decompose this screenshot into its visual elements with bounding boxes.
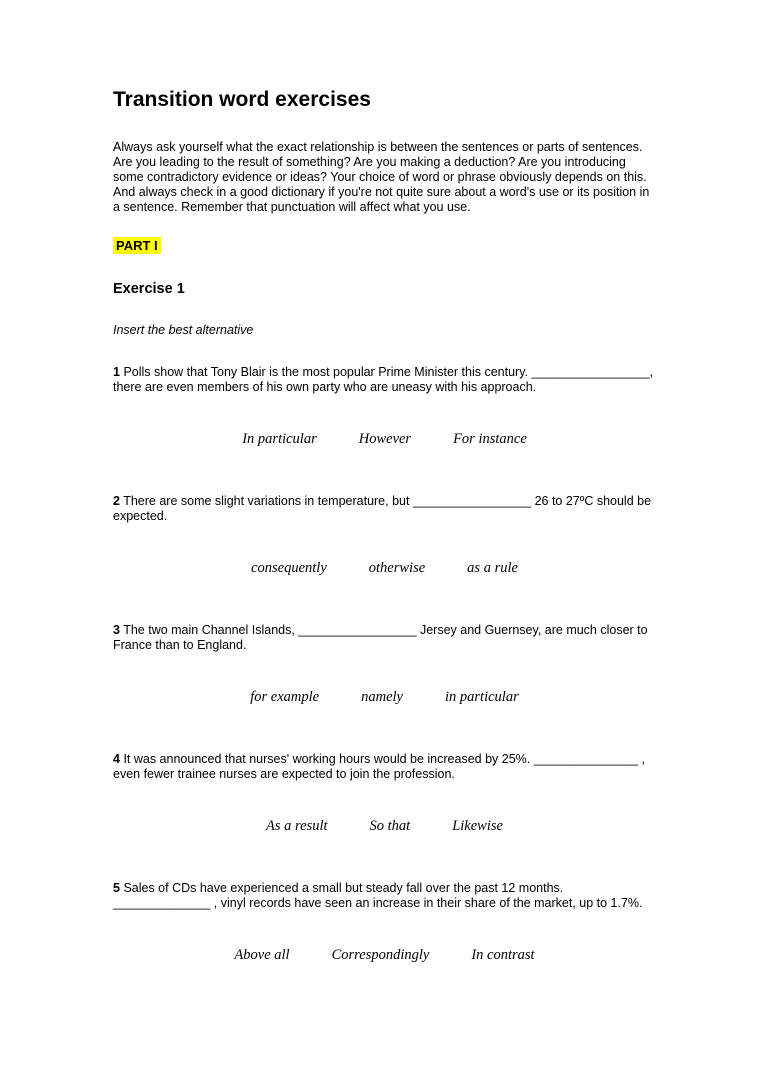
- option: Above all: [234, 947, 290, 963]
- exercise-heading: Exercise 1: [113, 281, 185, 297]
- page-title: Transition word exercises: [113, 88, 371, 111]
- question-3: [113, 623, 656, 706]
- question-number: 1: [113, 365, 120, 379]
- option: In particular: [242, 431, 317, 447]
- option: namely: [361, 689, 403, 705]
- intro-paragraph: Always ask yourself what the exact relationship is between the sentences or parts of sentences. Are you leading to the result of something? Are you making a deduction? Are you introducing some contradictory evidence or ideas? Your choice of word or phrase obviously depends on this. And always check in a good dictionary if you're not quite sure about a word's use or its position in a sentence. Remember that punctuation will affect what you use.: [113, 140, 650, 214]
- option: So that: [369, 818, 411, 834]
- question-text: [113, 752, 656, 782]
- option: In contrast: [471, 947, 535, 963]
- option: As a result: [266, 818, 328, 834]
- question-text: [113, 623, 656, 653]
- question-text: [113, 494, 656, 524]
- question-body: There are some slight variations in temperature, but _________________ 26 to 27ºC should be expected.: [113, 494, 652, 523]
- options-row: [113, 560, 656, 577]
- question-body: It was announced that nurses' working hours would be increased by 25%. _______________ , even fewer trainee nurses are expected to join the profession.: [113, 752, 645, 781]
- question-2: [113, 494, 656, 577]
- option: as a rule: [467, 560, 518, 576]
- question-4: [113, 752, 656, 835]
- option: in particular: [445, 689, 519, 705]
- option: otherwise: [368, 560, 426, 576]
- question-number: 5: [113, 881, 120, 895]
- option: However: [358, 431, 412, 447]
- options-row: [113, 431, 656, 448]
- option: Correspondingly: [331, 947, 430, 963]
- part-heading: PART I: [113, 237, 161, 254]
- option: Likewise: [452, 818, 503, 834]
- question-5: [113, 881, 656, 964]
- question-text: [113, 881, 656, 911]
- options-row: [113, 818, 656, 835]
- option: consequently: [251, 560, 327, 576]
- question-body: Polls show that Tony Blair is the most popular Prime Minister this century. _________________, there are even members of his own party who are uneasy with his approach.: [113, 365, 654, 394]
- options-row: [113, 947, 656, 964]
- option: For instance: [453, 431, 527, 447]
- exercise-instruction: Insert the best alternative: [113, 323, 254, 337]
- option: for example: [250, 689, 320, 705]
- question-text: [113, 365, 656, 395]
- question-number: 3: [113, 623, 120, 637]
- question-body: Sales of CDs have experienced a small but steady fall over the past 12 months. ______________ , vinyl records have seen an increase in their share of the market, up to 1.7%.: [113, 881, 643, 910]
- part-heading-row: [113, 237, 656, 255]
- question-1: [113, 365, 656, 448]
- question-number: 2: [113, 494, 120, 508]
- question-body: The two main Channel Islands, _________________ Jersey and Guernsey, are much closer to France than to England.: [113, 623, 648, 652]
- question-number: 4: [113, 752, 120, 766]
- options-row: [113, 689, 656, 706]
